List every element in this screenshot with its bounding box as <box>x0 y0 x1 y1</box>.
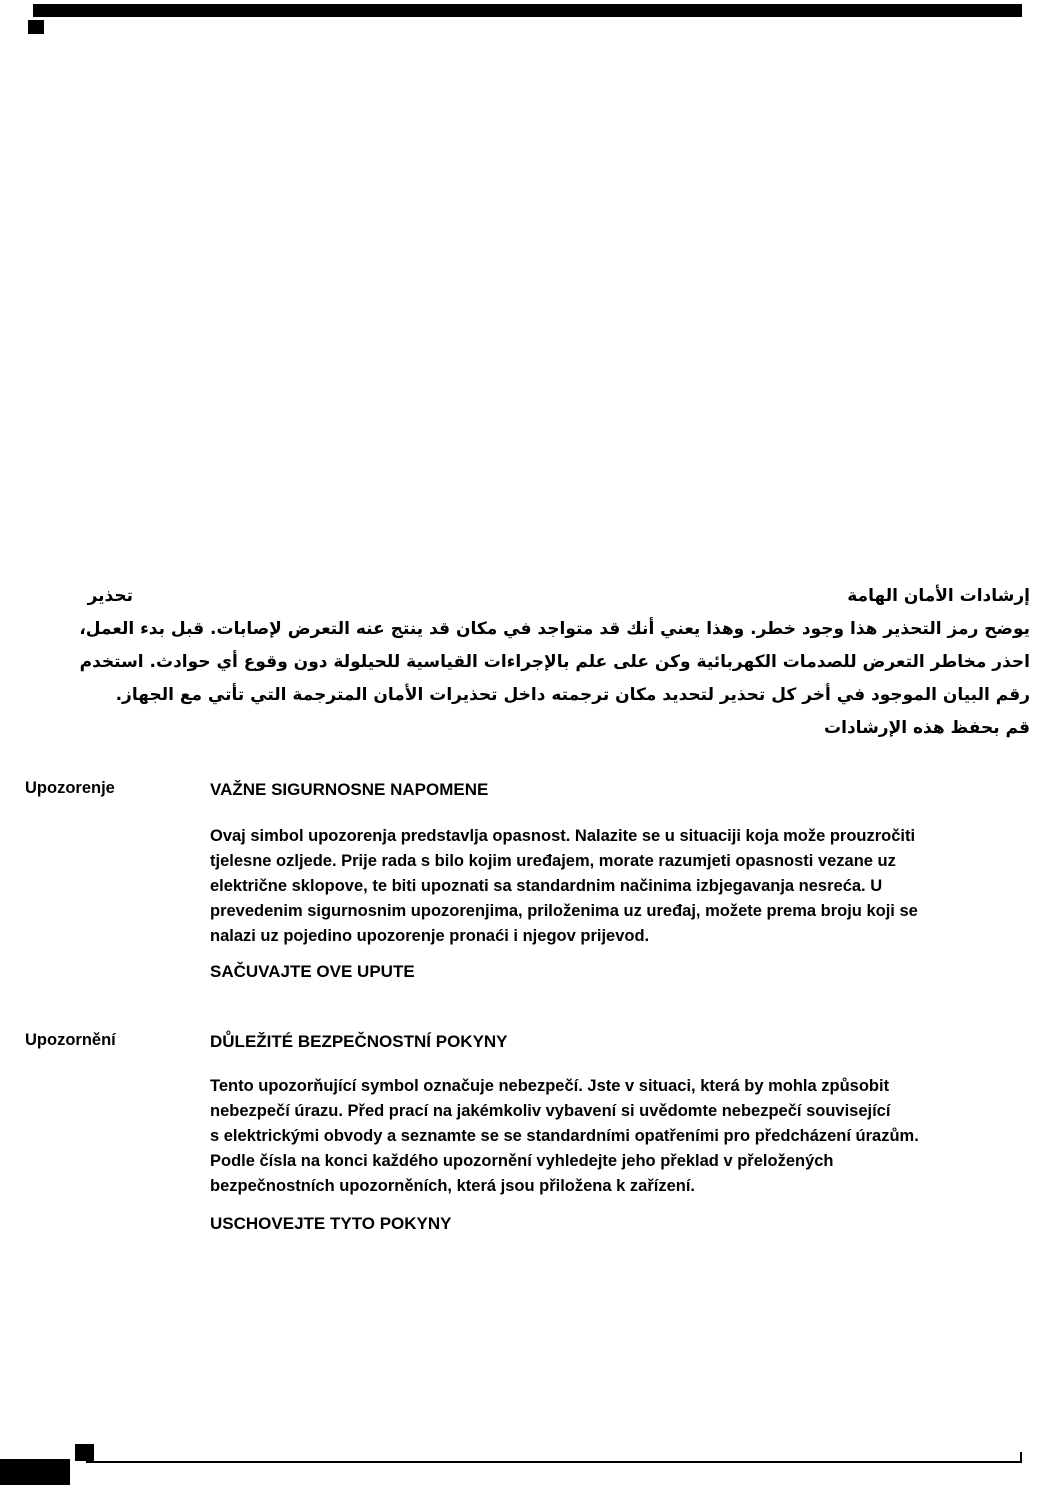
warning-heading-czech: DŮLEŽITÉ BEZPEČNOSTNÍ POKYNY <box>210 1032 508 1051</box>
warning-content-arabic <box>79 580 1030 745</box>
footer-rule <box>86 1461 1022 1463</box>
warning-heading-arabic: إرشادات الأمان الهامة <box>847 586 1030 606</box>
warning-text-line: احذر مخاطر التعرض للصدمات الكهربائية وكن على علم بالإجراءات القياسية للحيلولة دون وقوع أي حوادث. استخدم <box>79 652 1030 672</box>
footer-page-block <box>0 1459 70 1485</box>
warning-closing-croatian: SAČUVAJTE OVE UPUTE <box>210 962 415 981</box>
warning-text-line: nalazi uz pojedino upozorenje pronaći i njegov prijevod. <box>210 927 650 945</box>
warning-text-line: يوضح رمز التحذير هذا وجود خطر. وهذا يعني أنك قد متواجد في مكان قد ينتج عنه التعرض لإصابات. قبل بدء العمل، <box>79 619 1030 639</box>
warning-body-czech <box>210 1074 1030 1199</box>
warning-label-czech: Upozornění <box>25 1031 116 1049</box>
warning-text-line: Podle čísla na konci každého upozornění vyhledejte jeho překlad v přeložených <box>210 1152 834 1170</box>
warning-closing-arabic: قم بحفظ هذه الإرشادات <box>824 718 1030 738</box>
warning-text-line: električne sklopove, te biti upoznati sa standardnim načinima izbjegavanja nesreća. U <box>210 877 883 895</box>
warning-body-croatian <box>210 824 1030 949</box>
header-corner-mark <box>28 20 44 34</box>
footer-corner-mark <box>75 1444 94 1461</box>
warning-text-line: s elektrickými obvody a seznamte se se standardními opatřeními pro předcházení úrazům. <box>210 1127 919 1145</box>
warning-heading-croatian: VAŽNE SIGURNOSNE NAPOMENE <box>210 780 489 799</box>
header-rule <box>33 4 1022 17</box>
warning-text-line: nebezpečí úrazu. Před prací na jakémkoliv vybavení si uvědomte nebezpečí související <box>210 1102 891 1120</box>
warning-closing-czech: USCHOVEJTE TYTO POKYNY <box>210 1214 452 1233</box>
warning-text-line: رقم البيان الموجود في أخر كل تحذير لتحديد مكان ترجمته داخل تحذيرات الأمان المترجمة التي تأتي مع الجهاز. <box>115 685 1030 705</box>
warning-text-line: Tento upozorňující symbol označuje nebezpečí. Jste v situaci, která by mohla způsobit <box>210 1077 890 1095</box>
warning-label-arabic: تحذير <box>87 586 133 606</box>
warning-text-line: bezpečnostních upozorněních, která jsou přiložena k zařízení. <box>210 1177 696 1195</box>
warning-text-line: tjelesne ozljede. Prije rada s bilo kojim uređajem, morate razumjeti opasnosti vezane uz <box>210 852 896 870</box>
warning-text-line: prevedenim sigurnosnim upozorenjima, priloženima uz uređaj, možete prema broju koji se <box>210 902 918 920</box>
warning-text-line: Ovaj simbol upozorenja predstavlja opasnost. Nalazite se u situaciji koja može prouzročiti <box>210 827 916 845</box>
warning-label-croatian: Upozorenje <box>25 779 115 797</box>
footer-rule-tick <box>1020 1452 1022 1463</box>
